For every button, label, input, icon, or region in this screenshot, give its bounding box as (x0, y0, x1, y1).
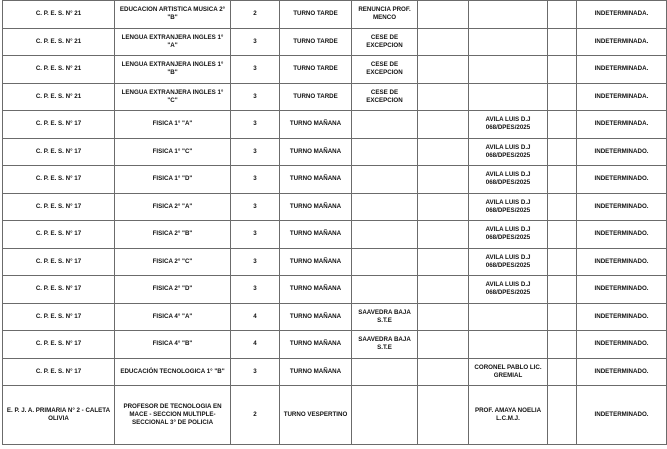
empty-cell (418, 331, 469, 359)
subject-cell: FISICA 2° "C" (115, 248, 231, 276)
empty-cell (548, 276, 577, 304)
empty-cell (548, 193, 577, 221)
assigned-teacher-cell: CORONEL PABLO LIC. GREMIAL (469, 358, 548, 386)
reason-cell (352, 111, 418, 139)
duration-cell: INDETERMINADA. (577, 28, 667, 56)
assigned-teacher-cell: AVILA LUIS D.J 068/DPES/2025 (469, 248, 548, 276)
empty-cell (548, 221, 577, 249)
shift-cell: TURNO VESPERTINO (280, 386, 352, 445)
table-row (3, 111, 667, 139)
duration-cell: INDETERMINADO. (577, 303, 667, 331)
school-cell: C. P. E. S. N° 17 (3, 248, 115, 276)
empty-cell (548, 28, 577, 56)
hours-cell: 3 (231, 138, 280, 166)
table-row (3, 56, 667, 84)
duration-cell: INDETERMINADA. (577, 111, 667, 139)
shift-cell: TURNO MAÑANA (280, 111, 352, 139)
empty-cell (418, 28, 469, 56)
table-row (3, 386, 667, 445)
hours-cell: 3 (231, 56, 280, 84)
hours-cell: 3 (231, 28, 280, 56)
table-row (3, 303, 667, 331)
hours-cell: 2 (231, 386, 280, 445)
shift-cell: TURNO MAÑANA (280, 193, 352, 221)
subject-cell: PROFESOR DE TECNOLOGIA EN MACE - SECCION MULTIPLE- SECCIONAL 3° DE POLICIA (115, 386, 231, 445)
school-cell: C. P. E. S. N° 17 (3, 358, 115, 386)
empty-cell (418, 276, 469, 304)
subject-cell: LENGUA EXTRANJERA INGLES 1° "A" (115, 28, 231, 56)
table-row (3, 331, 667, 359)
table-row (3, 28, 667, 56)
assigned-teacher-cell (469, 28, 548, 56)
school-cell: C. P. E. S. N° 21 (3, 28, 115, 56)
empty-cell (548, 358, 577, 386)
duration-cell: INDETERMINADA. (577, 56, 667, 84)
reason-cell: CESE DE EXCEPCION (352, 56, 418, 84)
empty-cell (418, 248, 469, 276)
assigned-teacher-cell: AVILA LUIS D.J 068/DPES/2025 (469, 221, 548, 249)
subject-cell: EDUCACIÓN TECNOLOGICA 1° "B" (115, 358, 231, 386)
shift-cell: TURNO MAÑANA (280, 358, 352, 386)
school-cell: E. P. J. A. PRIMARIA N° 2 - CALETA OLIVIA (3, 386, 115, 445)
reason-cell: CESE DE EXCEPCION (352, 28, 418, 56)
subject-cell: LENGUA EXTRANJERA INGLES 1° "B" (115, 56, 231, 84)
duration-cell: INDETERMINADO. (577, 138, 667, 166)
reason-cell: RENUNCIA PROF. MENCO (352, 1, 418, 29)
school-cell: C. P. E. S. N° 21 (3, 56, 115, 84)
empty-cell (418, 193, 469, 221)
school-cell: C. P. E. S. N° 17 (3, 138, 115, 166)
hours-cell: 2 (231, 1, 280, 29)
empty-cell (548, 166, 577, 194)
subject-cell: FISICA 4° "B" (115, 331, 231, 359)
assigned-teacher-cell: AVILA LUIS D.J 068/DPES/2025 (469, 276, 548, 304)
empty-cell (548, 138, 577, 166)
empty-cell (548, 111, 577, 139)
hours-cell: 3 (231, 193, 280, 221)
assigned-teacher-cell (469, 56, 548, 84)
duration-cell: INDETERMINADA. (577, 1, 667, 29)
duration-cell: INDETERMINADO. (577, 248, 667, 276)
subject-cell: FISICA 2° "A" (115, 193, 231, 221)
assigned-teacher-cell: AVILA LUIS D.J 068/DPES/2025 (469, 193, 548, 221)
hours-cell: 3 (231, 248, 280, 276)
school-cell: C. P. E. S. N° 17 (3, 276, 115, 304)
duration-cell: INDETERMINADO. (577, 386, 667, 445)
empty-cell (548, 56, 577, 84)
empty-cell (418, 303, 469, 331)
duration-cell: INDETERMINADO. (577, 221, 667, 249)
subject-cell: FISICA 4° "A" (115, 303, 231, 331)
assigned-teacher-cell: AVILA LUIS D.J 068/DPES/2025 (469, 111, 548, 139)
assigned-teacher-cell (469, 1, 548, 29)
reason-cell: CESE DE EXCEPCION (352, 83, 418, 111)
school-cell: C. P. E. S. N° 17 (3, 193, 115, 221)
subject-cell: FISICA 1° "C" (115, 138, 231, 166)
school-cell: C. P. E. S. N° 21 (3, 1, 115, 29)
table-row (3, 276, 667, 304)
reason-cell (352, 138, 418, 166)
assigned-teacher-cell (469, 331, 548, 359)
empty-cell (418, 138, 469, 166)
empty-cell (548, 248, 577, 276)
hours-cell: 3 (231, 111, 280, 139)
empty-cell (418, 358, 469, 386)
assigned-teacher-cell: PROF. AMAYA NOELIA L.C.M.J. (469, 386, 548, 445)
subject-cell: EDUCACION ARTISTICA MUSICA 2° "B" (115, 1, 231, 29)
shift-cell: TURNO MAÑANA (280, 248, 352, 276)
duration-cell: INDETERMINADO. (577, 193, 667, 221)
shift-cell: TURNO TARDE (280, 28, 352, 56)
reason-cell: SAAVEDRA BAJA S.T.E (352, 303, 418, 331)
assigned-teacher-cell (469, 303, 548, 331)
hours-cell: 3 (231, 83, 280, 111)
reason-cell (352, 248, 418, 276)
empty-cell (548, 303, 577, 331)
school-cell: C. P. E. S. N° 17 (3, 221, 115, 249)
school-cell: C. P. E. S. N° 17 (3, 331, 115, 359)
table-row (3, 1, 667, 29)
reason-cell (352, 358, 418, 386)
table-row (3, 83, 667, 111)
empty-cell (418, 1, 469, 29)
reason-cell (352, 386, 418, 445)
empty-cell (548, 1, 577, 29)
empty-cell (548, 331, 577, 359)
shift-cell: TURNO MAÑANA (280, 166, 352, 194)
subject-cell: FISICA 2° "B" (115, 221, 231, 249)
shift-cell: TURNO MAÑANA (280, 331, 352, 359)
empty-cell (418, 386, 469, 445)
empty-cell (418, 221, 469, 249)
assigned-teacher-cell: AVILA LUIS D.J 068/DPES/2025 (469, 166, 548, 194)
reason-cell (352, 166, 418, 194)
hours-cell: 4 (231, 303, 280, 331)
subject-cell: FISICA 1° "A" (115, 111, 231, 139)
subject-cell: FISICA 2° "D" (115, 276, 231, 304)
reason-cell (352, 193, 418, 221)
shift-cell: TURNO MAÑANA (280, 303, 352, 331)
shift-cell: TURNO TARDE (280, 83, 352, 111)
empty-cell (418, 111, 469, 139)
shift-cell: TURNO TARDE (280, 1, 352, 29)
duration-cell: INDETERMINADO. (577, 358, 667, 386)
empty-cell (418, 83, 469, 111)
hours-cell: 3 (231, 166, 280, 194)
hours-cell: 3 (231, 358, 280, 386)
empty-cell (418, 56, 469, 84)
duration-cell: INDETERMINADO. (577, 166, 667, 194)
school-cell: C. P. E. S. N° 17 (3, 166, 115, 194)
hours-cell: 3 (231, 221, 280, 249)
reason-cell (352, 221, 418, 249)
empty-cell (548, 386, 577, 445)
assigned-teacher-cell: AVILA LUIS D.J 068/DPES/2025 (469, 138, 548, 166)
table-row (3, 193, 667, 221)
duration-cell: INDETERMINADO. (577, 331, 667, 359)
table-row (3, 358, 667, 386)
reason-cell: SAAVEDRA BAJA S.T.E (352, 331, 418, 359)
table-row (3, 166, 667, 194)
shift-cell: TURNO MAÑANA (280, 276, 352, 304)
assigned-teacher-cell (469, 83, 548, 111)
reason-cell (352, 276, 418, 304)
hours-cell: 3 (231, 276, 280, 304)
vacancies-table (2, 0, 667, 445)
table-row (3, 221, 667, 249)
subject-cell: FISICA 1° "D" (115, 166, 231, 194)
shift-cell: TURNO MAÑANA (280, 138, 352, 166)
school-cell: C. P. E. S. N° 21 (3, 83, 115, 111)
subject-cell: LENGUA EXTRANJERA INGLES 1° "C" (115, 83, 231, 111)
duration-cell: INDETERMINADA. (577, 83, 667, 111)
empty-cell (418, 166, 469, 194)
duration-cell: INDETERMINADO. (577, 276, 667, 304)
table-row (3, 248, 667, 276)
hours-cell: 4 (231, 331, 280, 359)
shift-cell: TURNO TARDE (280, 56, 352, 84)
school-cell: C. P. E. S. N° 17 (3, 303, 115, 331)
empty-cell (548, 83, 577, 111)
table-row (3, 138, 667, 166)
school-cell: C. P. E. S. N° 17 (3, 111, 115, 139)
shift-cell: TURNO MAÑANA (280, 221, 352, 249)
